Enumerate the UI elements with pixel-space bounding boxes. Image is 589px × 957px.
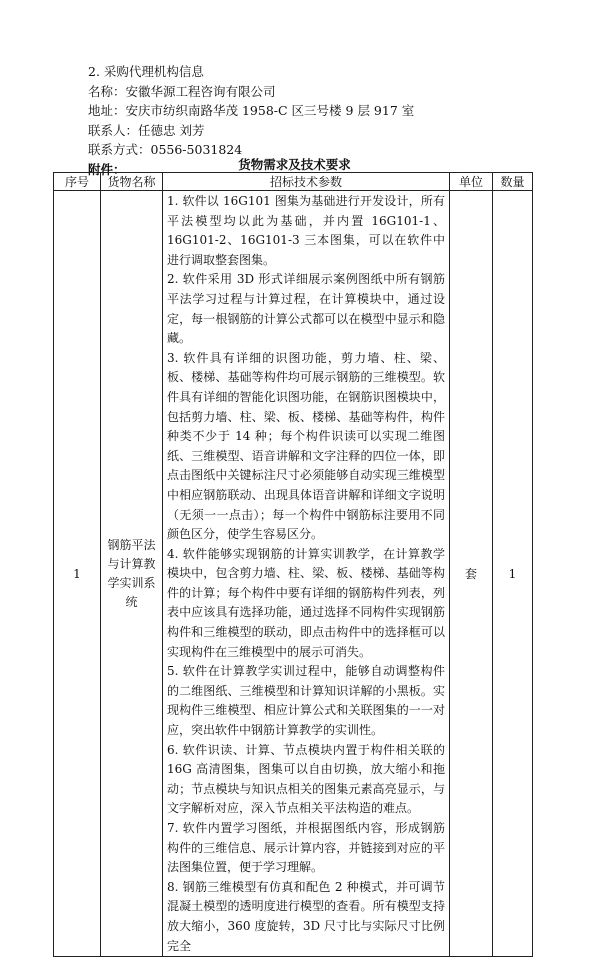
row-index: 1 (54, 191, 101, 957)
param-item: 1. 软件以 16G101 图集为基础进行开发设计，所有平法模型均以此为基础，并内置 16G101-1、16G101-2、16G101-3 三本图集，可以在软件中进行调取整套图集。 (167, 194, 445, 267)
param-item: 3. 软件具有详细的识图功能，剪力墙、柱、梁、板、楼梯、基础等构件均可展示钢筋的三维模型。软件具有详细的智能化识图功能，在钢筋识图模块中，包括剪力墙、柱、梁、板、楼梯、基础等构件，构件种类不少于 14 种；每个构件识读可以实现二维图纸、三维模型、语音讲解和文字注释的四位一体，即点击图纸中关键标注尺寸必须能够自动实现三维模型中相应钢筋联动、出现具体语音讲解和详细文字说明（无须一一点击）；每一个构件中钢筋标注要用不同颜色区分，使学生容易区分。 (167, 350, 445, 542)
column-header-name: 货物名称 (101, 173, 163, 191)
column-header-index: 序号 (54, 173, 101, 191)
attachment-label: 附件： (88, 161, 126, 177)
column-header-unit: 单位 (450, 173, 493, 191)
row-qty: 1 (493, 191, 533, 957)
table-row (54, 191, 533, 957)
row-item-name: 钢筋平法与计算教学实训系统 (101, 191, 163, 957)
row-unit: 套 (450, 191, 493, 957)
table-header-row (54, 173, 533, 191)
requirements-table (53, 172, 533, 957)
row-params (163, 191, 450, 957)
agency-name: 名称：安徽华源工程咨询有限公司 (88, 83, 276, 99)
column-header-params: 招标技术参数 (163, 173, 450, 191)
table-title: 货物需求及技术要求 (238, 157, 351, 172)
param-item: 4. 软件能够实现钢筋的计算实训教学，在计算教学模块中，包含剪力墙、柱、梁、板、楼梯、基础等构件的计算；每个构件中要有详细的钢筋构件列表，列表中应该具有选择功能，通过选择不同构件实现钢筋构件和三维模型的联动，即点击构件中的选择框可以实现构件在三维模型中的展示可消失。 (167, 546, 445, 659)
column-header-qty: 数量 (493, 173, 533, 191)
param-item: 6. 软件识读、计算、节点模块内置于构件相关联的 16G 高清图集，图集可以自由切换，放大缩小和拖动；节点模块与知识点相关的图集元素高亮显示，与文字解析对应，深入节点相关平法构造的难点。 (167, 742, 445, 816)
section-title: 2. 采购代理机构信息 (88, 64, 204, 79)
param-item: 2. 软件采用 3D 形式详细展示案例图纸中所有钢筋平法学习过程与计算过程，在计算模块中，通过设定，每一根钢筋的计算公式都可以在模型中显示和隐藏。 (167, 272, 445, 346)
param-item: 5. 软件在计算教学实训过程中，能够自动调整构件的二维图纸、三维模型和计算知识详解的小黑板。实现构件三维模型、相应计算公式和关联图集的一一对应，突出软件中钢筋计算教学的实训性。 (167, 664, 445, 738)
agency-address: 地址：安庆市纺织南路华茂 1958-C 区三号楼 9 层 917 室 (88, 103, 415, 118)
agency-phone: 联系方式：0556-5031824 (88, 142, 243, 157)
param-item: 8. 钢筋三维模型有仿真和配色 2 种模式，并可调节混凝土模型的透明度进行模型的查看。所有模型支持放大缩小，360 度旋转，3D 尺寸比与实际尺寸比例完全 (167, 879, 445, 953)
param-item: 7. 软件内置学习图纸，并根据图纸内容，形成钢筋构件的三维信息、展示计算内容，并链接到对应的平法图集位置，便于学习理解。 (167, 821, 445, 875)
agency-contact: 联系人：任德忠 刘芳 (88, 122, 205, 138)
